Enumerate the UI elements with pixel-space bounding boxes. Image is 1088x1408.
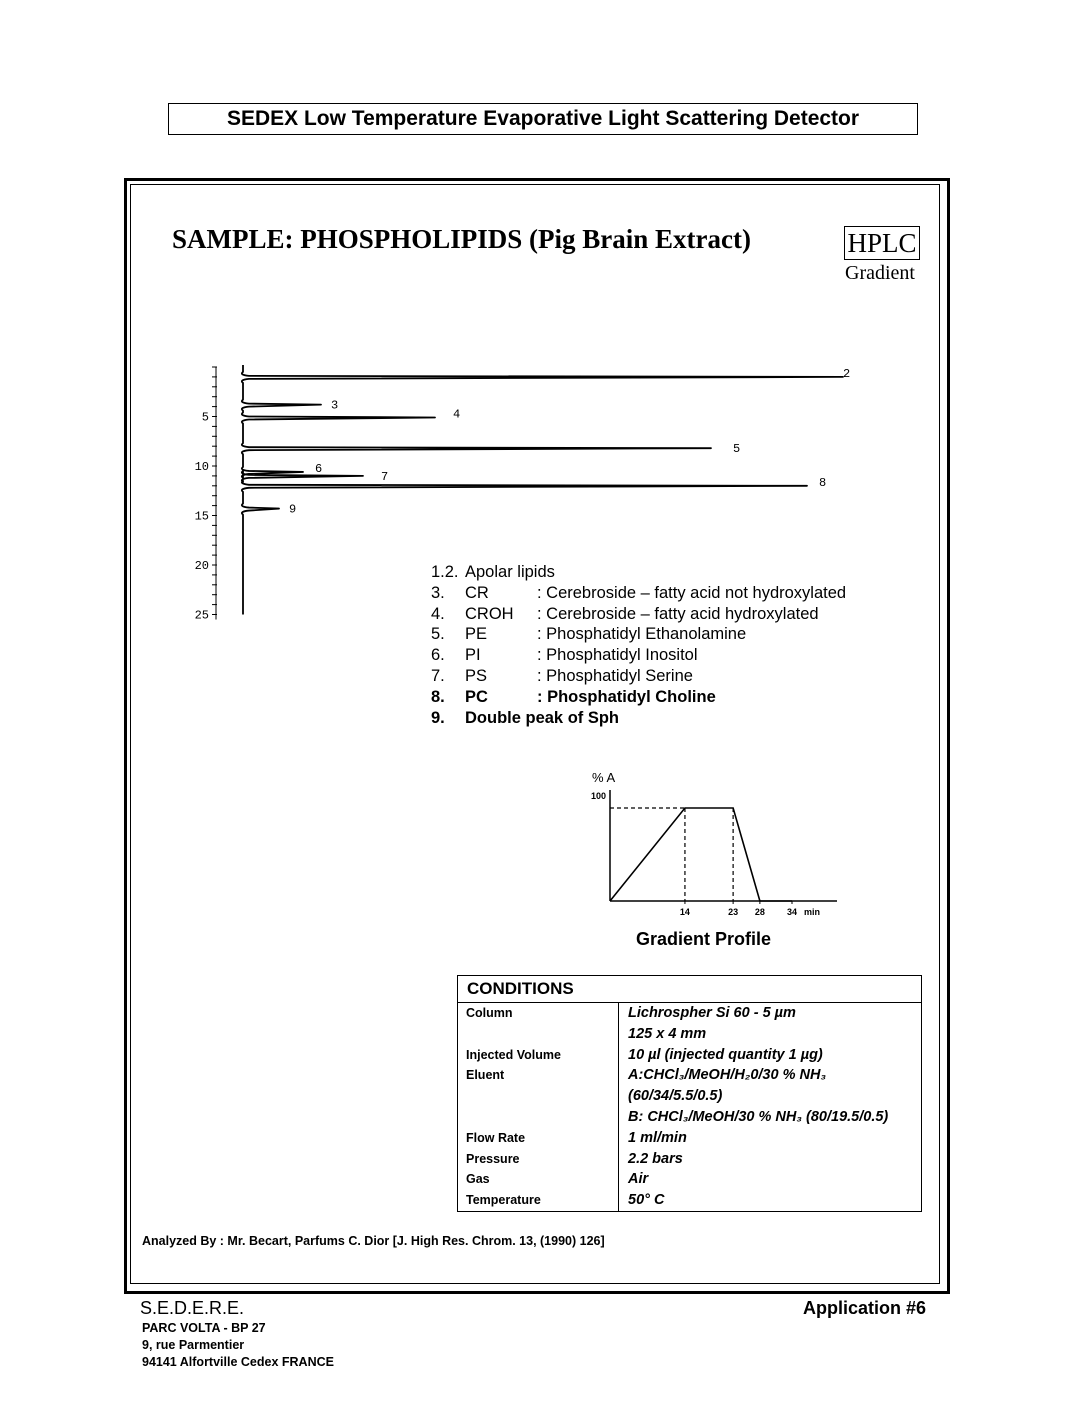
conditions-row [458, 1045, 921, 1066]
legend-code: CROH [465, 604, 514, 623]
condition-value [619, 1003, 922, 1045]
condition-label: Gas [458, 1169, 619, 1190]
condition-label: Pressure [458, 1149, 619, 1170]
legend-description: Apolar lipids [465, 563, 555, 581]
conditions-title: CONDITIONS [458, 976, 921, 1003]
condition-value-line: B: CHCl₃/MeOH/30 % NH₃ (80/19.5/0.5) [628, 1108, 889, 1125]
condition-value-line: 125 x 4 mm [628, 1025, 707, 1042]
peak-label: 5 [733, 442, 741, 457]
peak-label: 4 [453, 407, 461, 422]
y-tick-label: 100 [590, 791, 606, 801]
peak-legend [431, 562, 846, 728]
conditions-row [458, 1149, 921, 1170]
legend-item [431, 604, 846, 625]
x-tick-label: 28 [754, 907, 765, 917]
document-header: SEDEX Low Temperature Evaporative Light Scattering Detector [168, 103, 918, 135]
sample-title: SAMPLE: PHOSPHOLIPIDS (Pig Brain Extract) [172, 224, 751, 254]
legend-item [431, 708, 846, 729]
condition-value [619, 1128, 922, 1149]
chromatogram-time-axis [195, 367, 217, 623]
legend-item [431, 624, 846, 645]
conditions-row [458, 1003, 921, 1045]
legend-description: : Phosphatidyl Serine [537, 666, 693, 685]
chromatogram-peak-labels [289, 367, 850, 517]
peak-label: 8 [819, 475, 827, 490]
legend-description: : Phosphatidyl Ethanolamine [537, 625, 747, 644]
footer-address [142, 1320, 334, 1370]
time-tick-label: 10 [194, 460, 209, 474]
peak-label: 6 [315, 461, 323, 476]
x-axis-label: min [803, 907, 821, 917]
legend-item [431, 666, 846, 687]
gradient-series-line [610, 808, 792, 901]
condition-value-line: A:CHCl₃/MeOH/H₂0/30 % NH₃ [628, 1067, 827, 1084]
legend-description: Double peak of Sph [465, 708, 620, 727]
peak-label: 9 [289, 502, 297, 517]
x-tick-label: 14 [679, 907, 690, 917]
x-tick-label: 23 [728, 907, 739, 917]
conditions-row [458, 1190, 921, 1211]
condition-value-line: (60/34/5.5/0.5) [628, 1088, 723, 1105]
legend-item [431, 687, 846, 708]
method-badge: HPLC [844, 226, 920, 260]
analyzed-by: Analyzed By : Mr. Becart, Parfums C. Dior [J. High Res. Chrom. 13, (1990) 126] [142, 1234, 605, 1248]
conditions-grid [458, 1003, 921, 1211]
legend-description: : Phosphatidyl Choline [537, 687, 716, 706]
address-line: 94141 Alfortville Cedex FRANCE [142, 1354, 334, 1369]
gradient-caption: Gradient Profile [636, 929, 772, 949]
conditions-row [458, 1065, 921, 1127]
legend-code: PI [465, 646, 481, 665]
legend-item [431, 583, 846, 604]
y-axis-label: % A [592, 770, 616, 785]
time-tick-label: 20 [194, 559, 209, 573]
legend-item [431, 645, 846, 666]
condition-value [619, 1045, 922, 1066]
conditions-row [458, 1169, 921, 1190]
condition-value-line: Air [628, 1171, 649, 1188]
legend-number: 8. [431, 687, 445, 706]
gradient-tick-labels [591, 770, 820, 917]
legend-number: 3. [431, 583, 445, 602]
address-line: 9, rue Parmentier [142, 1337, 245, 1352]
footer-application-number: Application #6 [803, 1298, 927, 1318]
legend-code: PC [465, 687, 488, 706]
condition-value-line: Lichrospher Si 60 - 5 µm [628, 1005, 796, 1021]
legend-number: 9. [431, 708, 445, 727]
method-subtitle: Gradient [845, 262, 915, 284]
time-tick-label: 5 [201, 410, 209, 425]
peak-label: 2 [843, 366, 851, 381]
condition-value-line: 10 µl (injected quantity 1 µg) [628, 1046, 823, 1063]
gradient-axes [610, 790, 837, 904]
footer-company: S.E.D.E.R.E. [140, 1298, 245, 1318]
legend-item [431, 562, 846, 583]
legend-number: 7. [431, 666, 445, 685]
legend-number: 1.2. [431, 563, 459, 581]
peak-label: 7 [381, 469, 389, 484]
legend-code: PS [465, 666, 488, 685]
legend-description: : Cerebroside – fatty acid not hydroxylated [537, 583, 847, 602]
condition-label: Injected Volume [458, 1045, 619, 1066]
legend-number: 4. [431, 604, 445, 623]
condition-label: Column [458, 1003, 619, 1045]
x-tick-label: 34 [786, 907, 798, 917]
legend-number: 6. [431, 646, 445, 665]
condition-label: Flow Rate [458, 1128, 619, 1149]
condition-value [619, 1190, 922, 1211]
gradient-profile-chart [560, 760, 860, 925]
time-tick-label: 15 [194, 509, 209, 524]
address-line: PARC VOLTA - BP 27 [142, 1321, 266, 1335]
condition-value-line: 2.2 bars [628, 1150, 683, 1167]
condition-label: Temperature [458, 1190, 619, 1211]
condition-value [619, 1149, 922, 1170]
condition-value [619, 1065, 922, 1127]
gradient-line [610, 808, 792, 901]
time-tick-label: 25 [194, 608, 209, 623]
conditions-row [458, 1128, 921, 1149]
condition-value-line: 1 ml/min [628, 1129, 687, 1146]
legend-code: CR [465, 583, 489, 602]
conditions-table [457, 975, 922, 1212]
peak-label: 3 [331, 398, 339, 413]
legend-description: : Cerebroside – fatty acid hydroxylated [537, 604, 819, 623]
condition-value-line: 50° C [628, 1192, 665, 1209]
legend-code: PE [465, 625, 488, 644]
legend-description: : Phosphatidyl Inositol [537, 646, 698, 665]
legend-number: 5. [431, 625, 445, 644]
condition-label: Eluent [458, 1065, 619, 1127]
condition-value [619, 1169, 922, 1190]
